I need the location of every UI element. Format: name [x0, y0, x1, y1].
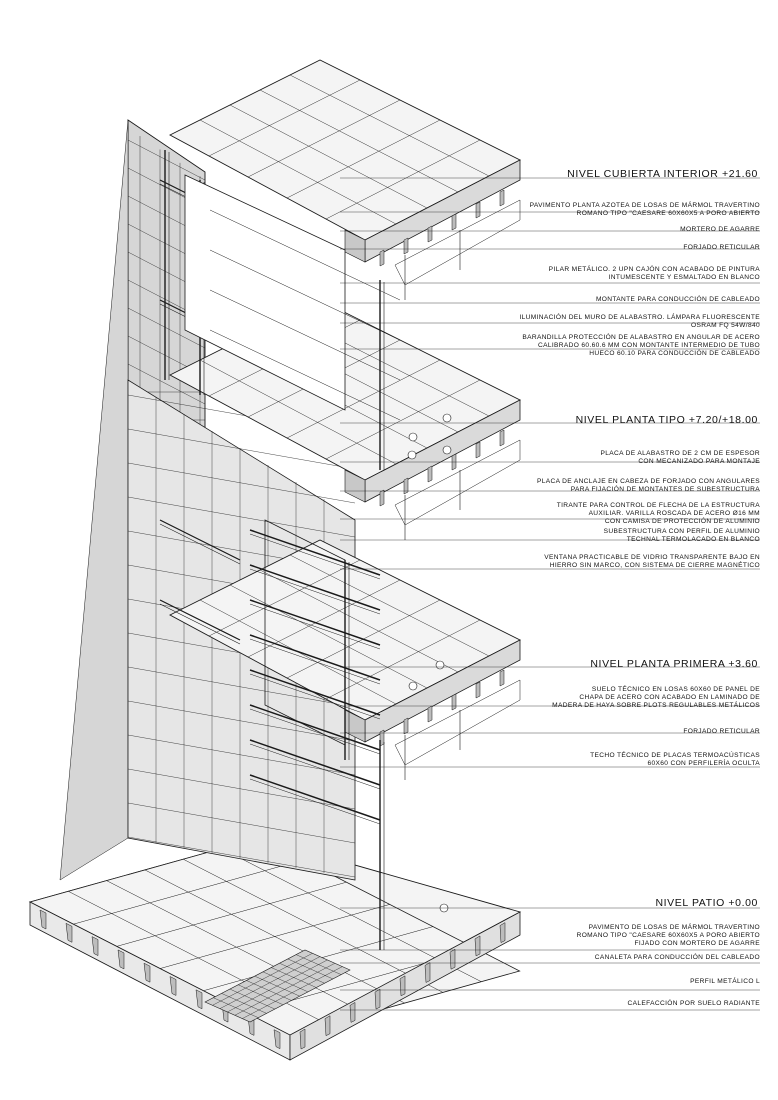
waffle-rib: [476, 442, 480, 458]
annotation-mortero: MORTERO DE AGARRE: [680, 226, 760, 233]
waffle-rib: [475, 936, 480, 956]
waffle-rib: [428, 706, 432, 722]
waffle-rib: [404, 238, 408, 254]
level-title-primera: NIVEL PLANTA PRIMERA +3.60: [590, 658, 758, 670]
waffle-rib: [400, 976, 405, 996]
annotation-ventana: VENTANA PRACTICABLE DE VIDRIO TRANSPARENTE BAJO EN HIERRO SIN MARCO, CON SISTEMA DE CIERRE MAGNÉTICO: [544, 554, 760, 569]
waffle-rib: [380, 250, 384, 266]
anchor-bolt: [408, 451, 416, 459]
building-section: [30, 60, 520, 1060]
waffle-rib: [404, 478, 408, 494]
waffle-rib: [450, 949, 455, 969]
anchor-bolt: [443, 414, 451, 422]
level-title-patio: NIVEL PATIO +0.00: [655, 897, 758, 909]
waffle-rib: [500, 430, 504, 446]
annotation-forjado-1: FORJADO RETICULAR: [683, 244, 760, 251]
anchor-bolt: [409, 433, 417, 441]
waffle-rib: [425, 963, 430, 983]
annotation-pilar: PILAR METÁLICO. 2 UPN CAJÓN CON ACABADO DE PINTURA INTUMESCENTE Y ESMALTADO EN BLANCO: [548, 266, 760, 281]
waffle-rib: [300, 1029, 305, 1049]
waffle-rib: [428, 466, 432, 482]
waffle-rib: [452, 214, 456, 230]
annotation-placa-alabastro: PLACA DE ALABASTRO DE 2 CM DE ESPESOR CON MECANIZADO PARA MONTAJE: [600, 450, 760, 465]
annotation-perfil-l: PERFIL METÁLICO L: [690, 978, 760, 985]
annotation-pavimento-azotea: PAVIMENTO PLANTA AZOTEA DE LOSAS DE MÁRMOL TRAVERTINO ROMANO TIPO "CAESARE 60X60X5 A PORO ABIERTO: [529, 202, 760, 217]
waffle-rib: [452, 694, 456, 710]
annotation-pavimento-patio: PAVIMENTO DE LOSAS DE MÁRMOL TRAVERTINO ROMANO TIPO "CAESARE 60X60X5 A PORO ABIERTO FIJADO CON MORTERO DE AGARRE: [576, 924, 760, 947]
annotation-subestructura: SUBESTRUCTURA CON PERFIL DE ALUMINIO TECHNAL TERMOLACADO EN BLANCO: [603, 528, 760, 543]
waffle-rib: [428, 226, 432, 242]
annotation-techo-tecnico: TECHO TÉCNICO DE PLACAS TERMOACÚSTICAS 60X60 CON PERFILERÍA OCULTA: [590, 752, 760, 767]
waffle-rib: [500, 923, 505, 943]
annotation-tirante: TIRANTE PARA CONTROL DE FLECHA DE LA ESTRUCTURA AUXILIAR. VARILLA ROSCADA DE ACERO Ø16 MM CON CAMISA DE PROTECCIÓN DE ALUMINIO: [556, 502, 760, 525]
level-title-tipo: NIVEL PLANTA TIPO +7.20/+18.00: [575, 414, 758, 426]
anchor-bolt: [436, 661, 444, 669]
annotation-barandilla: BARANDILLA PROTECCIÓN DE ALABASTRO EN ANGULAR DE ACERO CALIBRADO 60.60.6 MM CON MONTANTE INTERMEDIO DE TUBO HUECO 60.10 PARA CONDUCCIÓN DE CABLEADO: [522, 334, 760, 357]
annotation-canaleta: CANALETA PARA CONDUCCIÓN DEL CABLEADO: [594, 954, 760, 961]
waffle-rib: [375, 989, 380, 1009]
waffle-rib: [404, 718, 408, 734]
anchor-bolt: [409, 682, 417, 690]
waffle-rib: [500, 190, 504, 206]
level-title-cubierta: NIVEL CUBIERTA INTERIOR +21.60: [567, 168, 758, 180]
wall-edge: [60, 120, 128, 880]
annotation-forjado-2: FORJADO RETICULAR: [683, 728, 760, 735]
waffle-rib: [476, 682, 480, 698]
waffle-rib: [380, 490, 384, 506]
waffle-rib: [476, 202, 480, 218]
annotation-montante: MONTANTE PARA CONDUCCIÓN DE CABLEADO: [595, 296, 760, 303]
waffle-rib: [350, 1002, 355, 1022]
annotation-calefaccion: CALEFACCIÓN POR SUELO RADIANTE: [627, 1000, 760, 1007]
waffle-rib: [500, 670, 504, 686]
waffle-rib: [325, 1016, 330, 1036]
annotation-suelo-tecnico: SUELO TÉCNICO EN LOSAS 60X60 DE PANEL DE CHAPA DE ACERO CON ACABADO EN LAMINADO DE MADERA DE HAYA SOBRE PLOTS REGULABLES METÁLICOS: [552, 686, 760, 709]
annotation-iluminacion: ILUMINACIÓN DEL MURO DE ALABASTRO. LÁMPARA FLUORESCENTE OSRAM FQ 54W/840: [519, 314, 760, 329]
annotation-placa-anclaje: PLACA DE ANCLAJE EN CABEZA DE FORJADO CON ANGULARES PARA FIJACIÓN DE MONTANTES DE SUBESTRUCTURA: [536, 478, 760, 493]
anchor-bolt: [443, 446, 451, 454]
